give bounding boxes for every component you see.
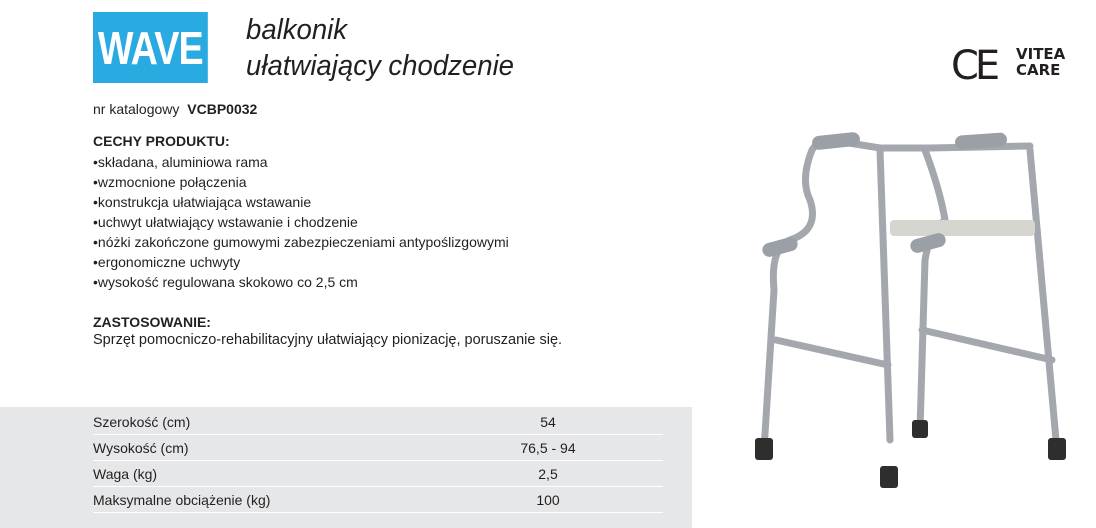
- grip-icon: [811, 132, 860, 151]
- usage-heading: ZASTOSOWANIE:: [93, 314, 211, 330]
- rubber-foot-icon: [880, 466, 898, 488]
- features-list: [93, 152, 509, 292]
- spec-value: 100: [433, 487, 663, 513]
- cross-bar: [890, 220, 1035, 236]
- brand-line-2: CARE: [1016, 61, 1061, 79]
- rubber-foot-icon: [1048, 438, 1066, 460]
- usage-text: Sprzęt pomocniczo-rehabilitacyjny ułatwiający pionizację, poruszanie się.: [93, 332, 563, 348]
- vitea-care-logo: [1016, 46, 1065, 78]
- feature-item: • konstrukcja ułatwiająca wstawanie: [93, 192, 509, 212]
- walker-image: [740, 120, 1080, 500]
- spec-value: 76,5 - 94: [433, 435, 663, 461]
- feature-item: • składana, aluminiowa rama: [93, 152, 509, 172]
- catalog-value: VCBP0032: [187, 101, 258, 117]
- table-row: [93, 435, 663, 461]
- spec-value: 54: [433, 409, 663, 435]
- feature-item: • wzmocnione połączenia: [93, 172, 509, 192]
- table-row: [93, 409, 663, 435]
- title-line-1: balkonik: [246, 14, 348, 46]
- features-heading: CECHY PRODUKTU:: [93, 133, 230, 149]
- spec-label: Wysokość (cm): [93, 435, 433, 461]
- table-row: [93, 487, 663, 513]
- specs-table: [93, 409, 663, 513]
- spec-label: Szerokość (cm): [93, 409, 433, 435]
- feature-item: • ergonomiczne uchwyty: [93, 252, 509, 272]
- product-name-badge: WAVE: [93, 12, 208, 83]
- rubber-foot-icon: [912, 420, 928, 438]
- ce-mark-icon: CE: [951, 43, 997, 89]
- catalog-number: [93, 101, 257, 117]
- rubber-foot-icon: [755, 438, 773, 460]
- product-title: [246, 12, 514, 84]
- table-row: [93, 461, 663, 487]
- feature-item: • uchwyt ułatwiający wstawanie i chodzenie: [93, 212, 509, 232]
- catalog-label: nr katalogowy: [93, 101, 180, 117]
- title-line-2: ułatwiający chodzenie: [246, 50, 515, 82]
- brand-line-1: VITEA: [1016, 45, 1066, 63]
- feature-item: • nóżki zakończone gumowymi zabezpieczeniami antypoślizgowymi: [93, 232, 509, 252]
- spec-label: Maksymalne obciążenie (kg): [93, 487, 433, 513]
- spec-value: 2,5: [433, 461, 663, 487]
- spec-label: Waga (kg): [93, 461, 433, 487]
- feature-item: • wysokość regulowana skokowo co 2,5 cm: [93, 272, 509, 292]
